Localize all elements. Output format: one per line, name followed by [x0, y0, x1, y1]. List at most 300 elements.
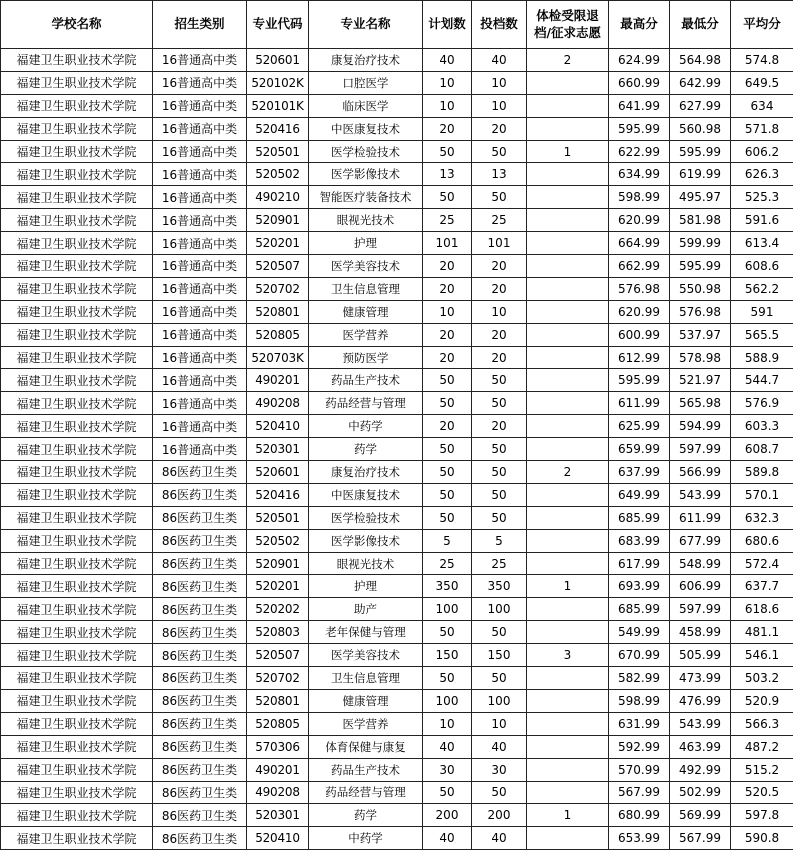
school-name-cell: 福建卫生职业技术学院 [1, 255, 153, 278]
school-name-cell: 福建卫生职业技术学院 [1, 506, 153, 529]
filed-count-cell: 50 [472, 781, 527, 804]
category-cell: 16普通高中类 [153, 71, 247, 94]
avg-score-cell: 608.6 [731, 255, 793, 278]
filed-count-cell: 20 [472, 415, 527, 438]
header-filed-count: 投档数 [472, 1, 527, 49]
plan-count-cell: 50 [423, 621, 472, 644]
school-name-cell: 福建卫生职业技术学院 [1, 781, 153, 804]
school-name-cell: 福建卫生职业技术学院 [1, 644, 153, 667]
plan-count-cell: 20 [423, 346, 472, 369]
avg-score-cell: 637.7 [731, 575, 793, 598]
plan-count-cell: 50 [423, 438, 472, 461]
table-row [1, 804, 793, 827]
plan-count-cell: 50 [423, 461, 472, 484]
school-name-cell: 福建卫生职业技术学院 [1, 277, 153, 300]
min-score-cell: 578.98 [670, 346, 731, 369]
school-name-cell: 福建卫生职业技术学院 [1, 94, 153, 117]
filed-count-cell: 25 [472, 209, 527, 232]
plan-count-cell: 150 [423, 644, 472, 667]
major-name-cell: 中医康复技术 [309, 483, 423, 506]
table-row [1, 483, 793, 506]
max-score-cell: 659.99 [609, 438, 670, 461]
filed-count-cell: 40 [472, 827, 527, 850]
filed-count-cell: 50 [472, 483, 527, 506]
school-name-cell: 福建卫生职业技术学院 [1, 735, 153, 758]
min-score-cell: 564.98 [670, 49, 731, 72]
max-score-cell: 592.99 [609, 735, 670, 758]
avg-score-cell: 487.2 [731, 735, 793, 758]
plan-count-cell: 30 [423, 758, 472, 781]
major-code-cell: 490208 [247, 781, 309, 804]
max-score-cell: 570.99 [609, 758, 670, 781]
table-row [1, 232, 793, 255]
avg-score-cell: 503.2 [731, 667, 793, 690]
min-score-cell: 597.99 [670, 438, 731, 461]
max-score-cell: 653.99 [609, 827, 670, 850]
avg-score-cell: 591 [731, 300, 793, 323]
filed-count-cell: 10 [472, 300, 527, 323]
table-row [1, 827, 793, 850]
major-name-cell: 医学影像技术 [309, 163, 423, 186]
filed-count-cell: 20 [472, 277, 527, 300]
max-score-cell: 595.99 [609, 369, 670, 392]
category-cell: 86医药卫生类 [153, 621, 247, 644]
avg-score-cell: 520.5 [731, 781, 793, 804]
min-score-cell: 611.99 [670, 506, 731, 529]
avg-score-cell: 597.8 [731, 804, 793, 827]
min-score-cell: 473.99 [670, 667, 731, 690]
school-name-cell: 福建卫生职业技术学院 [1, 209, 153, 232]
major-name-cell: 护理 [309, 232, 423, 255]
avg-score-cell: 649.5 [731, 71, 793, 94]
filed-count-cell: 20 [472, 117, 527, 140]
school-name-cell: 福建卫生职业技术学院 [1, 712, 153, 735]
major-code-cell: 520502 [247, 529, 309, 552]
plan-count-cell: 100 [423, 689, 472, 712]
max-score-cell: 620.99 [609, 300, 670, 323]
category-cell: 16普通高中类 [153, 209, 247, 232]
major-name-cell: 护理 [309, 575, 423, 598]
school-name-cell: 福建卫生职业技术学院 [1, 346, 153, 369]
medical-restriction-cell [527, 621, 609, 644]
filed-count-cell: 25 [472, 552, 527, 575]
plan-count-cell: 25 [423, 552, 472, 575]
school-name-cell: 福建卫生职业技术学院 [1, 392, 153, 415]
medical-restriction-cell: 2 [527, 49, 609, 72]
major-code-cell: 520410 [247, 827, 309, 850]
category-cell: 16普通高中类 [153, 277, 247, 300]
school-name-cell: 福建卫生职业技术学院 [1, 232, 153, 255]
category-cell: 16普通高中类 [153, 232, 247, 255]
major-name-cell: 医学营养 [309, 323, 423, 346]
major-name-cell: 医学美容技术 [309, 644, 423, 667]
header-avg-score: 平均分 [731, 1, 793, 49]
major-code-cell: 520201 [247, 575, 309, 598]
min-score-cell: 581.98 [670, 209, 731, 232]
medical-restriction-cell [527, 94, 609, 117]
major-code-cell: 520801 [247, 689, 309, 712]
medical-restriction-cell [527, 255, 609, 278]
category-cell: 86医药卫生类 [153, 529, 247, 552]
filed-count-cell: 13 [472, 163, 527, 186]
category-cell: 16普通高中类 [153, 117, 247, 140]
school-name-cell: 福建卫生职业技术学院 [1, 438, 153, 461]
medical-restriction-cell [527, 735, 609, 758]
filed-count-cell: 350 [472, 575, 527, 598]
plan-count-cell: 10 [423, 712, 472, 735]
major-code-cell: 490210 [247, 186, 309, 209]
plan-count-cell: 20 [423, 415, 472, 438]
plan-count-cell: 10 [423, 71, 472, 94]
category-cell: 86医药卫生类 [153, 483, 247, 506]
avg-score-cell: 570.1 [731, 483, 793, 506]
max-score-cell: 624.99 [609, 49, 670, 72]
medical-restriction-cell [527, 415, 609, 438]
plan-count-cell: 40 [423, 735, 472, 758]
medical-restriction-cell [527, 781, 609, 804]
filed-count-cell: 30 [472, 758, 527, 781]
table-row [1, 392, 793, 415]
table-row [1, 300, 793, 323]
table-row [1, 346, 793, 369]
min-score-cell: 492.99 [670, 758, 731, 781]
table-row [1, 117, 793, 140]
medical-restriction-cell [527, 163, 609, 186]
category-cell: 86医药卫生类 [153, 689, 247, 712]
avg-score-cell: 572.4 [731, 552, 793, 575]
table-row [1, 621, 793, 644]
plan-count-cell: 10 [423, 94, 472, 117]
school-name-cell: 福建卫生职业技术学院 [1, 323, 153, 346]
major-code-cell: 520301 [247, 804, 309, 827]
medical-restriction-cell [527, 300, 609, 323]
header-max-score: 最高分 [609, 1, 670, 49]
plan-count-cell: 40 [423, 49, 472, 72]
table-row [1, 209, 793, 232]
plan-count-cell: 20 [423, 255, 472, 278]
school-name-cell: 福建卫生职业技术学院 [1, 827, 153, 850]
plan-count-cell: 50 [423, 369, 472, 392]
filed-count-cell: 50 [472, 667, 527, 690]
avg-score-cell: 520.9 [731, 689, 793, 712]
table-row [1, 461, 793, 484]
major-name-cell: 临床医学 [309, 94, 423, 117]
school-name-cell: 福建卫生职业技术学院 [1, 667, 153, 690]
major-name-cell: 药品经营与管理 [309, 392, 423, 415]
major-name-cell: 中药学 [309, 827, 423, 850]
avg-score-cell: 618.6 [731, 598, 793, 621]
table-row [1, 758, 793, 781]
school-name-cell: 福建卫生职业技术学院 [1, 461, 153, 484]
category-cell: 86医药卫生类 [153, 712, 247, 735]
medical-restriction-cell [527, 529, 609, 552]
min-score-cell: 543.99 [670, 483, 731, 506]
min-score-cell: 642.99 [670, 71, 731, 94]
major-code-cell: 520507 [247, 255, 309, 278]
filed-count-cell: 50 [472, 186, 527, 209]
medical-restriction-cell [527, 667, 609, 690]
medical-restriction-cell [527, 232, 609, 255]
major-code-cell: 520601 [247, 461, 309, 484]
table-row [1, 438, 793, 461]
plan-count-cell: 50 [423, 483, 472, 506]
category-cell: 86医药卫生类 [153, 552, 247, 575]
medical-restriction-cell [527, 758, 609, 781]
plan-count-cell: 20 [423, 277, 472, 300]
avg-score-cell: 680.6 [731, 529, 793, 552]
table-row [1, 712, 793, 735]
max-score-cell: 611.99 [609, 392, 670, 415]
major-code-cell: 520702 [247, 277, 309, 300]
medical-restriction-cell: 1 [527, 140, 609, 163]
filed-count-cell: 50 [472, 140, 527, 163]
major-name-cell: 中药学 [309, 415, 423, 438]
medical-restriction-cell [527, 552, 609, 575]
major-code-cell: 520805 [247, 712, 309, 735]
category-cell: 16普通高中类 [153, 323, 247, 346]
category-cell: 86医药卫生类 [153, 667, 247, 690]
avg-score-cell: 608.7 [731, 438, 793, 461]
min-score-cell: 502.99 [670, 781, 731, 804]
major-code-cell: 520702 [247, 667, 309, 690]
category-cell: 16普通高中类 [153, 49, 247, 72]
min-score-cell: 627.99 [670, 94, 731, 117]
min-score-cell: 560.98 [670, 117, 731, 140]
major-name-cell: 预防医学 [309, 346, 423, 369]
school-name-cell: 福建卫生职业技术学院 [1, 140, 153, 163]
table-row [1, 552, 793, 575]
school-name-cell: 福建卫生职业技术学院 [1, 552, 153, 575]
filed-count-cell: 5 [472, 529, 527, 552]
major-code-cell: 520416 [247, 483, 309, 506]
filed-count-cell: 40 [472, 49, 527, 72]
category-cell: 86医药卫生类 [153, 575, 247, 598]
major-code-cell: 490201 [247, 758, 309, 781]
major-name-cell: 中医康复技术 [309, 117, 423, 140]
school-name-cell: 福建卫生职业技术学院 [1, 415, 153, 438]
school-name-cell: 福建卫生职业技术学院 [1, 186, 153, 209]
school-name-cell: 福建卫生职业技术学院 [1, 758, 153, 781]
major-code-cell: 520501 [247, 140, 309, 163]
category-cell: 16普通高中类 [153, 346, 247, 369]
filed-count-cell: 40 [472, 735, 527, 758]
max-score-cell: 549.99 [609, 621, 670, 644]
major-code-cell: 520507 [247, 644, 309, 667]
avg-score-cell: 603.3 [731, 415, 793, 438]
major-name-cell: 老年保健与管理 [309, 621, 423, 644]
major-code-cell: 520501 [247, 506, 309, 529]
major-name-cell: 眼视光技术 [309, 552, 423, 575]
plan-count-cell: 101 [423, 232, 472, 255]
plan-count-cell: 200 [423, 804, 472, 827]
max-score-cell: 662.99 [609, 255, 670, 278]
header-major-name: 专业名称 [309, 1, 423, 49]
avg-score-cell: 613.4 [731, 232, 793, 255]
major-name-cell: 医学影像技术 [309, 529, 423, 552]
category-cell: 16普通高中类 [153, 94, 247, 117]
filed-count-cell: 200 [472, 804, 527, 827]
major-code-cell: 490208 [247, 392, 309, 415]
avg-score-cell: 566.3 [731, 712, 793, 735]
major-name-cell: 药品经营与管理 [309, 781, 423, 804]
filed-count-cell: 20 [472, 323, 527, 346]
min-score-cell: 595.99 [670, 140, 731, 163]
medical-restriction-cell [527, 323, 609, 346]
min-score-cell: 569.99 [670, 804, 731, 827]
plan-count-cell: 5 [423, 529, 472, 552]
category-cell: 86医药卫生类 [153, 804, 247, 827]
min-score-cell: 677.99 [670, 529, 731, 552]
plan-count-cell: 50 [423, 140, 472, 163]
category-cell: 16普通高中类 [153, 163, 247, 186]
plan-count-cell: 50 [423, 781, 472, 804]
major-name-cell: 眼视光技术 [309, 209, 423, 232]
min-score-cell: 576.98 [670, 300, 731, 323]
table-row [1, 506, 793, 529]
min-score-cell: 594.99 [670, 415, 731, 438]
medical-restriction-cell: 1 [527, 804, 609, 827]
avg-score-cell: 576.9 [731, 392, 793, 415]
min-score-cell: 565.98 [670, 392, 731, 415]
table-row [1, 667, 793, 690]
min-score-cell: 521.97 [670, 369, 731, 392]
category-cell: 16普通高中类 [153, 186, 247, 209]
avg-score-cell: 606.2 [731, 140, 793, 163]
table-row [1, 598, 793, 621]
header-plan-count: 计划数 [423, 1, 472, 49]
avg-score-cell: 544.7 [731, 369, 793, 392]
medical-restriction-cell [527, 827, 609, 850]
filed-count-cell: 50 [472, 438, 527, 461]
header-min-score: 最低分 [670, 1, 731, 49]
header-medical-restriction: 体检受限退档/征求志愿 [527, 1, 609, 49]
major-code-cell: 520901 [247, 552, 309, 575]
school-name-cell: 福建卫生职业技术学院 [1, 689, 153, 712]
major-name-cell: 医学检验技术 [309, 506, 423, 529]
min-score-cell: 599.99 [670, 232, 731, 255]
category-cell: 86医药卫生类 [153, 758, 247, 781]
plan-count-cell: 50 [423, 186, 472, 209]
medical-restriction-cell [527, 438, 609, 461]
major-code-cell: 520703K [247, 346, 309, 369]
major-code-cell: 520202 [247, 598, 309, 621]
min-score-cell: 606.99 [670, 575, 731, 598]
plan-count-cell: 20 [423, 117, 472, 140]
major-name-cell: 智能医疗装备技术 [309, 186, 423, 209]
filed-count-cell: 10 [472, 94, 527, 117]
min-score-cell: 567.99 [670, 827, 731, 850]
major-code-cell: 520805 [247, 323, 309, 346]
min-score-cell: 458.99 [670, 621, 731, 644]
medical-restriction-cell [527, 369, 609, 392]
plan-count-cell: 10 [423, 300, 472, 323]
min-score-cell: 463.99 [670, 735, 731, 758]
plan-count-cell: 100 [423, 598, 472, 621]
table-row [1, 140, 793, 163]
filed-count-cell: 50 [472, 621, 527, 644]
school-name-cell: 福建卫生职业技术学院 [1, 49, 153, 72]
table-row [1, 369, 793, 392]
table-row [1, 735, 793, 758]
max-score-cell: 620.99 [609, 209, 670, 232]
category-cell: 86医药卫生类 [153, 506, 247, 529]
major-name-cell: 药品生产技术 [309, 758, 423, 781]
major-name-cell: 健康管理 [309, 689, 423, 712]
filed-count-cell: 10 [472, 71, 527, 94]
max-score-cell: 660.99 [609, 71, 670, 94]
avg-score-cell: 591.6 [731, 209, 793, 232]
major-name-cell: 药学 [309, 804, 423, 827]
table-row [1, 689, 793, 712]
major-name-cell: 体育保健与康复 [309, 735, 423, 758]
filed-count-cell: 50 [472, 392, 527, 415]
school-name-cell: 福建卫生职业技术学院 [1, 163, 153, 186]
max-score-cell: 582.99 [609, 667, 670, 690]
avg-score-cell: 589.8 [731, 461, 793, 484]
plan-count-cell: 20 [423, 323, 472, 346]
medical-restriction-cell [527, 506, 609, 529]
major-name-cell: 康复治疗技术 [309, 461, 423, 484]
major-code-cell: 520301 [247, 438, 309, 461]
plan-count-cell: 25 [423, 209, 472, 232]
major-code-cell: 520101K [247, 94, 309, 117]
major-code-cell: 520601 [247, 49, 309, 72]
table-body [1, 49, 793, 850]
category-cell: 16普通高中类 [153, 415, 247, 438]
max-score-cell: 685.99 [609, 598, 670, 621]
min-score-cell: 550.98 [670, 277, 731, 300]
avg-score-cell: 525.3 [731, 186, 793, 209]
table-row [1, 94, 793, 117]
medical-restriction-cell [527, 689, 609, 712]
school-name-cell: 福建卫生职业技术学院 [1, 575, 153, 598]
max-score-cell: 641.99 [609, 94, 670, 117]
max-score-cell: 685.99 [609, 506, 670, 529]
max-score-cell: 637.99 [609, 461, 670, 484]
min-score-cell: 505.99 [670, 644, 731, 667]
avg-score-cell: 515.2 [731, 758, 793, 781]
category-cell: 86医药卫生类 [153, 781, 247, 804]
header-row [1, 1, 793, 49]
min-score-cell: 543.99 [670, 712, 731, 735]
table-row [1, 255, 793, 278]
table-header [1, 1, 793, 49]
medical-restriction-cell [527, 117, 609, 140]
min-score-cell: 595.99 [670, 255, 731, 278]
major-code-cell: 520201 [247, 232, 309, 255]
plan-count-cell: 350 [423, 575, 472, 598]
max-score-cell: 612.99 [609, 346, 670, 369]
category-cell: 86医药卫生类 [153, 827, 247, 850]
min-score-cell: 476.99 [670, 689, 731, 712]
school-name-cell: 福建卫生职业技术学院 [1, 804, 153, 827]
plan-count-cell: 13 [423, 163, 472, 186]
medical-restriction-cell [527, 209, 609, 232]
min-score-cell: 495.97 [670, 186, 731, 209]
table-row [1, 575, 793, 598]
category-cell: 86医药卫生类 [153, 735, 247, 758]
major-code-cell: 570306 [247, 735, 309, 758]
plan-count-cell: 50 [423, 667, 472, 690]
major-name-cell: 助产 [309, 598, 423, 621]
medical-restriction-cell [527, 186, 609, 209]
filed-count-cell: 100 [472, 598, 527, 621]
major-name-cell: 康复治疗技术 [309, 49, 423, 72]
table-row [1, 71, 793, 94]
major-code-cell: 520801 [247, 300, 309, 323]
medical-restriction-cell [527, 483, 609, 506]
min-score-cell: 548.99 [670, 552, 731, 575]
